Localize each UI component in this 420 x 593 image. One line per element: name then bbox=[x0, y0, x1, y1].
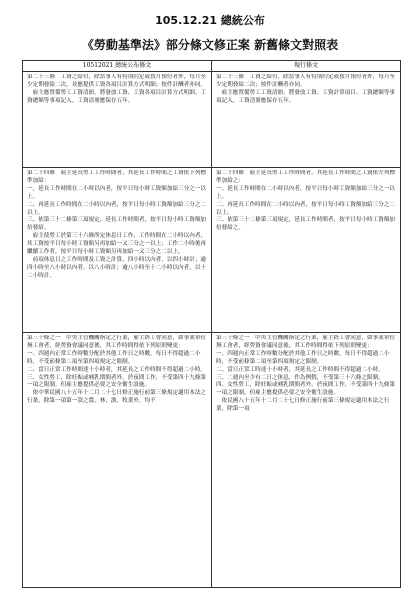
column-header-old: 現行條文 bbox=[212, 61, 401, 72]
article-24-new-text: 第二十四條 雇主延長勞工工作時間者，其延長工作時間之工資依下列標準加給： 一、延長工作時間在二小時以內者，按平日每小時工資額加給三分之一以上。 二、再延長工作時間在二小時以內者，按平日每小時工資額加給三分之二以上。 三、依第三十二條第三項規定，延長工作時間者，按平日每小時工資額加倍發給。 雇主使勞工於第三十六條所定休息日工作，工作時間在二小時以內者，其工資按平日每小時工資額另再加給一又三分之一以上；工作二小時後再繼續工作者，按平日每小時工資額另再加給一又三分之二以上。 前項休息日之工作時間及工資之計算，四小時以內者，以四小時計；逾四小時至八小時以內者，以八小時計；逾八小時至十二小時以內者，以十二小時計。 bbox=[27, 170, 207, 279]
table-cell-new bbox=[23, 168, 212, 333]
table-cell-new bbox=[23, 333, 212, 588]
article-24-old-text: 第二十四條 雇主延長勞工工作時間者，其延長工作時間之工資依左列標準加給之： 一、延長工作時間在二小時以內者，按平日每小時工資額加給三分之一以上。 二、再延長工作時間在二小時以內者，按平日每小時工資額加給三分之二以上。 三、依第三十二條第三項規定，延長工作時間者，按平日每小時工資額加倍發給之。 bbox=[216, 170, 396, 232]
article-23-new-text: 第二十三條 工資之給付，除當事人有特別約定或按月預付者外，每月至少定期發給二次，並應提供工資各項目計算方式明細；按件計酬者亦同。 雇主應置備勞工工資清冊，將發放工資、工資各項目計算方式明細、工資總額等事項記入。工資清冊應保存五年。 bbox=[27, 74, 207, 104]
table-row bbox=[23, 168, 401, 333]
article-23-old-text: 第二十三條 工資之給付，除當事人有特別約定或按月預付者外，每月至少定期發給二次；按件計酬者亦同。 雇主應置備勞工工資清冊，將發放工資、工資計算項目、工資總額等事項記入。工資清冊應保存五年。 bbox=[216, 74, 396, 104]
table-cell-old bbox=[212, 72, 401, 168]
document-title: 《勞動基準法》部分條文修正案 新舊條文對照表 bbox=[81, 38, 339, 52]
article-30-1-old-text: 第三十條之一 中央主管機關指定之行業，雇主經工會同意，如事業單位無工會者，經勞資會議同意後，其工作時間得依下列原則變更： 一、四週內正常工作時數分配於其他工作日之時數，每日不得超過二小時，不受前條第二項至第四項規定之限制。 二、當日正常工時達十小時者，其延長之工作時間不得超過二小時。 三、二週內至少有二日之休息，作為例假，不受第三十六條之限制。 四、女性勞工，除妊娠或哺乳期間者外，於夜間工作，不受第四十九條第一項之限制。但雇主應提供必要之安全衛生設施。 依民國八十五年十二月二十七日修正施行前第三條規定適用本法之行業，除第一項 bbox=[216, 335, 396, 413]
table-cell-old bbox=[212, 168, 401, 333]
article-30-1-new-text: 第三十條之一 中央主管機關指定之行業，雇主經工會同意，如事業單位無工會者，經勞資會議同意後，其工作時間得依下列原則變更： 一、四週內正常工作時數分配於其他工作日之時數，每日不得超過二小時，不受前條第二項至第四項規定之限制。 二、當日正常工作時間達十小時者，其延長之工作時間不得超過二小時。 三、女性勞工，除妊娠或哺乳期間者外，於夜間工作，不受第四十九條第一項之限制。但雇主應提供必要之安全衛生設施。 依中華民國八十五年十二月二十七日修正施行前第三條規定適用本法之行業，除第一項第一款之農、林、漁、牧業外，均不 bbox=[27, 335, 207, 405]
table-cell-old bbox=[212, 333, 401, 588]
column-header-new: 10512021 總統公布條文 bbox=[23, 61, 212, 72]
comparison-table bbox=[22, 60, 401, 588]
promulgation-date-title: 105.12.21 總統公布 bbox=[155, 14, 265, 27]
table-cell-new bbox=[23, 72, 212, 168]
table-row bbox=[23, 333, 401, 588]
table-header-row bbox=[23, 61, 401, 72]
table-row bbox=[23, 72, 401, 168]
